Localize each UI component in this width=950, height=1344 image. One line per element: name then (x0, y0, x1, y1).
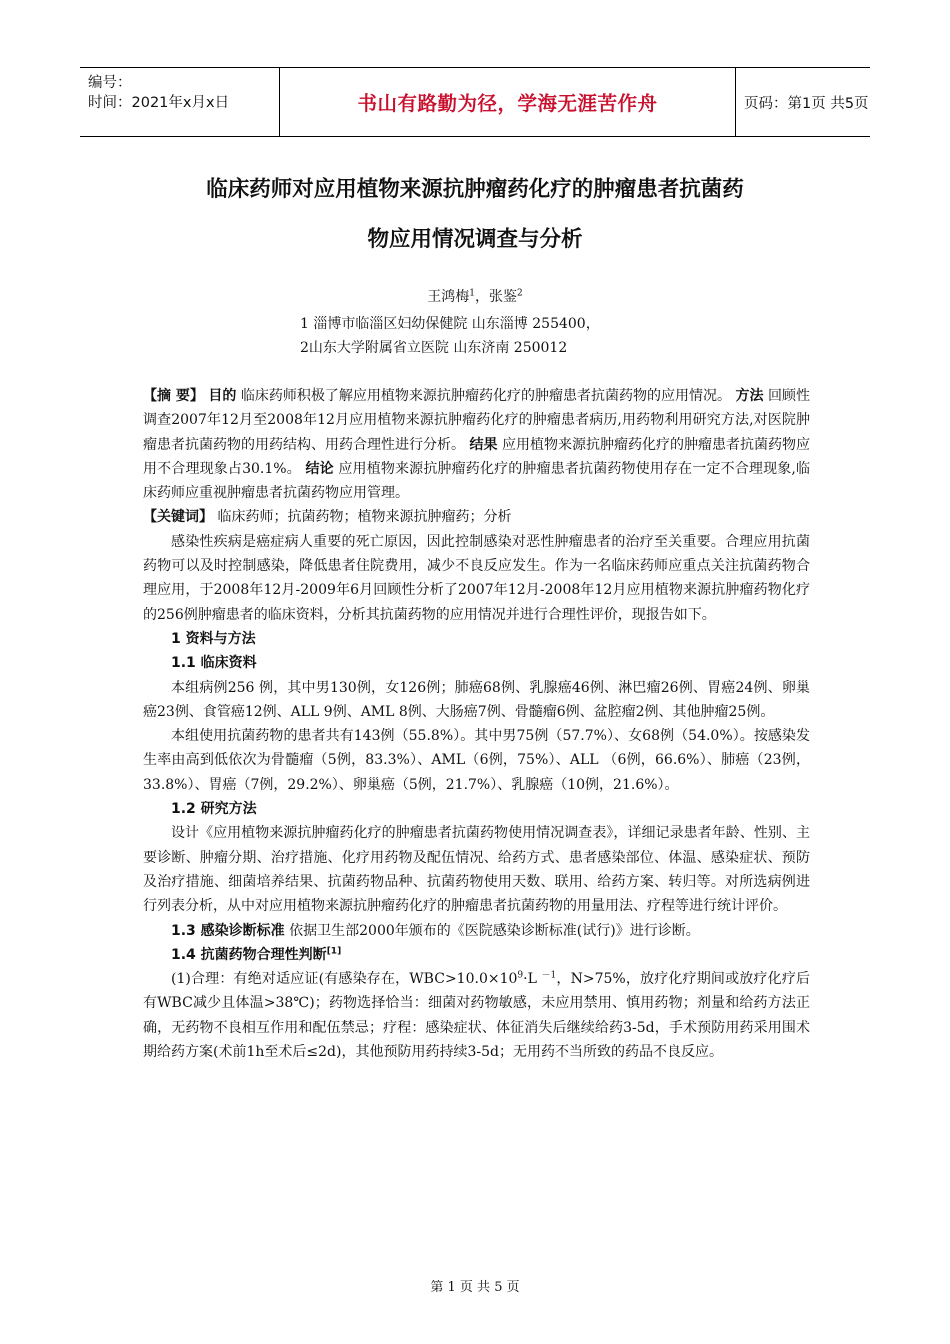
affiliation-2: 2山东大学附属省立医院 山东济南 250012 (300, 340, 568, 356)
paragraph-1-4 (143, 967, 810, 1064)
keywords-text: 临床药师；抗菌药物；植物来源抗肿瘤药；分析 (213, 509, 512, 526)
section-1-heading: 1 资料与方法 (171, 630, 256, 647)
number-label: 编号： (88, 75, 132, 91)
intro-paragraph: 感染性疾病是癌症病人重要的死亡原因，因此控制感染对恶性肿瘤患者的治疗至关重要。合理应用抗菌药物可以及时控制感染，降低患者住院费用，减少不良反应发生。作为一名临床药师应重点关注抗菌药物合理应用，于2008年12月-2009年6月回顾性分析了2007年12月-2008年12月应用植物来源抗肿瘤药物化疗的256例肿瘤患者的临床资料，分析其抗菌药物的应用情况并进行合理性评价，现报告如下。 (143, 533, 810, 623)
result-label: 结果 (469, 436, 498, 453)
paragraph-1-1-a: 本组病例256 例，其中男130例，女126例；肺癌68例、乳腺癌46例、淋巴瘤26例、胃癌24例、卵巢癌23例、食管癌12例、ALL 9例、AML 8例、大肠癌7例、骨髓瘤6例、盆腔瘤2例、其他肿瘤25例。 (143, 679, 810, 720)
citation-ref: [1] (326, 946, 342, 957)
paragraph-1-3-text: 依据卫生部2000年颁布的《医院感染诊断标准(试行)》进行诊断。 (284, 922, 700, 939)
page-header (80, 67, 870, 137)
section-1-4-heading (143, 943, 810, 967)
p14-part-a: (1)合理：有绝对适应证(有感染存在，WBC>10.0×10 (171, 971, 518, 988)
time-label: 时间：2021年x月x日 (88, 95, 230, 111)
paragraph-1-3 (143, 919, 810, 943)
section-1-3-heading: 1.3 感染诊断标准 (171, 922, 285, 939)
result-text: 应用植物来源抗肿瘤药化疗的肿瘤患者抗菌药物应用不合理现象占30.1%。 (143, 436, 811, 477)
conclusion-label: 结论 (305, 460, 334, 477)
title-line-2: 物应用情况调查与分析 (367, 227, 583, 252)
abstract-label: 【摘 要】 (143, 388, 204, 404)
conclusion-text: 应用植物来源抗肿瘤药化疗的肿瘤患者抗菌药物使用存在一定不合理现象,临床药师应重视肿瘤患者抗菌药物应用管理。 (143, 460, 810, 502)
title-line-1: 临床药师对应用植物来源抗肿瘤药化疗的肿瘤患者抗菌药 (206, 177, 744, 202)
p14-exp-2: －1 (541, 970, 557, 981)
page-info: 页码：第1页 共5页 (744, 96, 869, 112)
motto: 书山有路勤为径，学海无涯苦作舟 (357, 92, 658, 115)
purpose-label: 目的 (208, 388, 237, 404)
author-1: 王鸿梅 (427, 289, 470, 305)
header-motto-cell (279, 68, 736, 136)
keywords (143, 505, 810, 529)
section-1-1-heading: 1.1 临床资料 (171, 655, 257, 672)
p14-exp-1: 9 (517, 970, 524, 981)
page-footer: 第 1 页 共 5 页 (430, 1280, 520, 1295)
affiliation-1: 1 淄博市临淄区妇幼保健院 山东淄博 255400， (300, 316, 600, 332)
method-text: 回顾性调查2007年12月至2008年12月应用植物来源抗肿瘤药化疗的肿瘤患者病历,用药物利用研究方法,对医院肿瘤患者抗菌药物的用药结构、用药合理性进行分析。 (143, 388, 811, 453)
author-2-sup: 2 (517, 288, 523, 299)
p14-part-b: ·L (523, 971, 542, 988)
section-1-4-title: 1.4 抗菌药物合理性判断 (171, 946, 327, 963)
p14-part-c: ，N>75%，放疗化疗期间或放疗化疗后有WBC减少且体温>38℃)；药物选择恰当：细菌对药物敏感，未应用禁用、慎用药物；剂量和给药方法正确，无药物不良相互作用和配伍禁忌；疗程：感染症状、体征消失后继续给药3-5d，手术预防用药采用围术期给药方案(术前1h至术后≤2d)，其他预防用药持续3-5d；无用药不当所致的药品不良反应。 (143, 971, 810, 1061)
section-1-2-heading: 1.2 研究方法 (171, 801, 257, 818)
header-meta (88, 73, 229, 113)
method-label: 方法 (735, 388, 764, 404)
paragraph-1-1-b: 本组使用抗菌药物的患者共有143例（55.8%）。其中男75例（57.7%）、女68例（54.0%）。按感染发生率由高到低依次为骨髓瘤（5例，83.3%）、AML（6例，75%）、ALL （6例，66.6%）、肺癌（23例，33.8%）、胃癌（7例，29.2%）、卵巢癌（5例，21.7%）、乳腺癌（10例，21.6%）。 (143, 728, 810, 793)
author-1-sup: 1 (469, 288, 475, 299)
purpose-text: 临床药师积极了解应用植物来源抗肿瘤药化疗的肿瘤患者抗菌药物的应用情况。 (236, 388, 732, 404)
body-text (143, 384, 810, 1064)
keywords-label: 【关键词】 (143, 509, 213, 526)
abstract (143, 384, 810, 505)
paragraph-1-2: 设计《应用植物来源抗肿瘤药化疗的肿瘤患者抗菌药物使用情况调查表》，详细记录患者年龄、性别、主要诊断、肿瘤分期、治疗措施、化疗用药物及配伍情况、给药方式、患者感染部位、体温、感染症状、预防及治疗措施、细菌培养结果、抗菌药物品种、抗菌药物使用天数、联用、给药方案、转归等。对所选病例进行列表分析，从中对应用植物来源抗肿瘤药化疗的肿瘤患者抗菌药物的用量用法、疗程等进行统计评价。 (143, 825, 810, 915)
authors (0, 286, 950, 306)
author-2: ，张鉴 (475, 289, 517, 305)
